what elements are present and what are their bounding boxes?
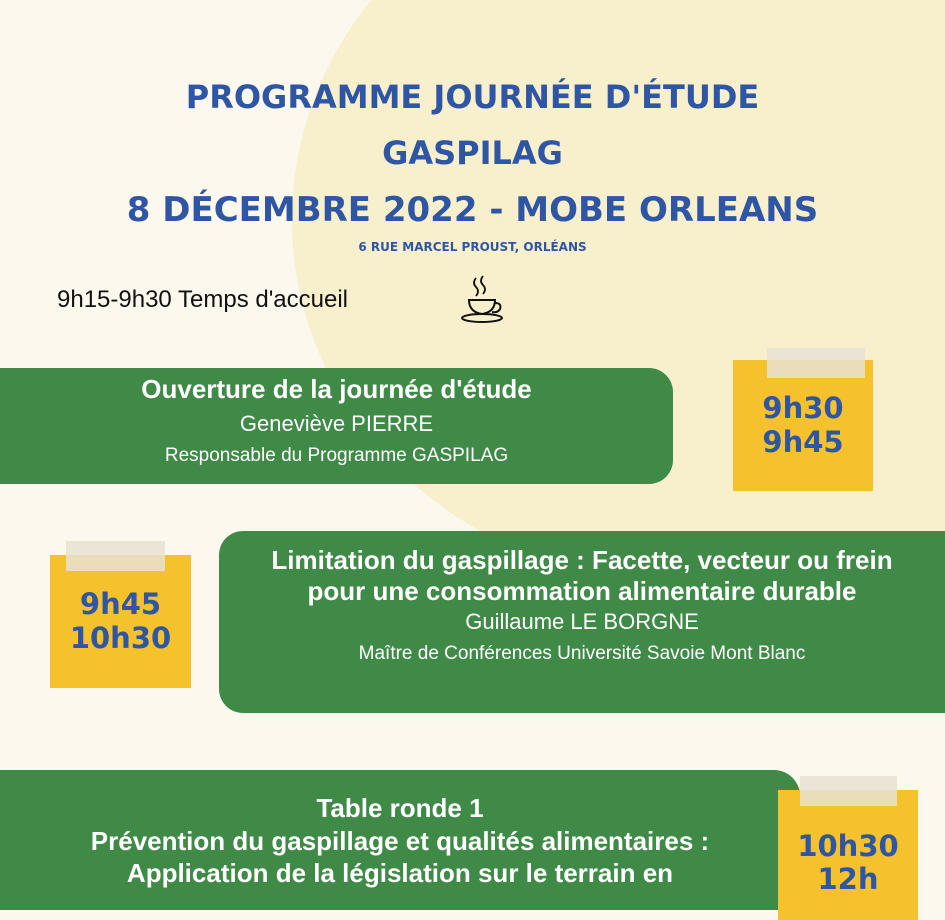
time-start: 10h30 bbox=[797, 829, 899, 863]
session-title: Ouverture de la journée d'étude bbox=[141, 374, 532, 404]
session-title-line-1: Prévention du gaspillage et qualités alimentaires : bbox=[90, 825, 710, 856]
welcome-text: 9h15-9h30 Temps d'accueil bbox=[57, 286, 348, 313]
address: 6 RUE MARCEL PROUST, ORLÉANS bbox=[358, 240, 587, 254]
session-speaker-role: Responsable du Programme GASPILAG bbox=[164, 445, 509, 467]
session-title-line-2: pour une consommation alimentaire durable bbox=[307, 576, 857, 607]
session-speaker: Guillaume LE BORGNE bbox=[465, 609, 699, 635]
time-end: 9h45 bbox=[762, 424, 844, 459]
session-speaker-role: Maître de Conférences Université Savoie Mont Blanc bbox=[358, 643, 806, 665]
session-label: Table ronde 1 bbox=[316, 793, 484, 823]
time-end: 10h30 bbox=[69, 620, 172, 655]
tape-decoration bbox=[767, 348, 865, 378]
time-note-1 bbox=[733, 360, 873, 491]
session-speaker: Geneviève PIERRE bbox=[239, 411, 434, 437]
time-start: 9h30 bbox=[762, 391, 844, 426]
session-title-line-2: Application de la législation sur le terrain en bbox=[126, 858, 674, 888]
title-line-2: GASPILAG bbox=[382, 134, 563, 172]
tape-decoration bbox=[800, 776, 897, 806]
title-date-location: 8 DÉCEMBRE 2022 - MOBE ORLEANS bbox=[126, 190, 819, 230]
time-start: 9h45 bbox=[79, 587, 162, 622]
coffee-cup-icon bbox=[458, 274, 510, 326]
tape-decoration bbox=[66, 541, 165, 571]
time-end: 12h bbox=[817, 862, 879, 897]
session-opening-card bbox=[0, 368, 673, 484]
session-table-ronde-card bbox=[0, 770, 800, 910]
title-line-1: PROGRAMME JOURNÉE D'ÉTUDE bbox=[185, 78, 760, 116]
session-limitation-card bbox=[219, 531, 945, 713]
session-title-line-1: Limitation du gaspillage : Facette, vecteur ou frein bbox=[271, 545, 893, 575]
time-note-2 bbox=[50, 555, 191, 688]
